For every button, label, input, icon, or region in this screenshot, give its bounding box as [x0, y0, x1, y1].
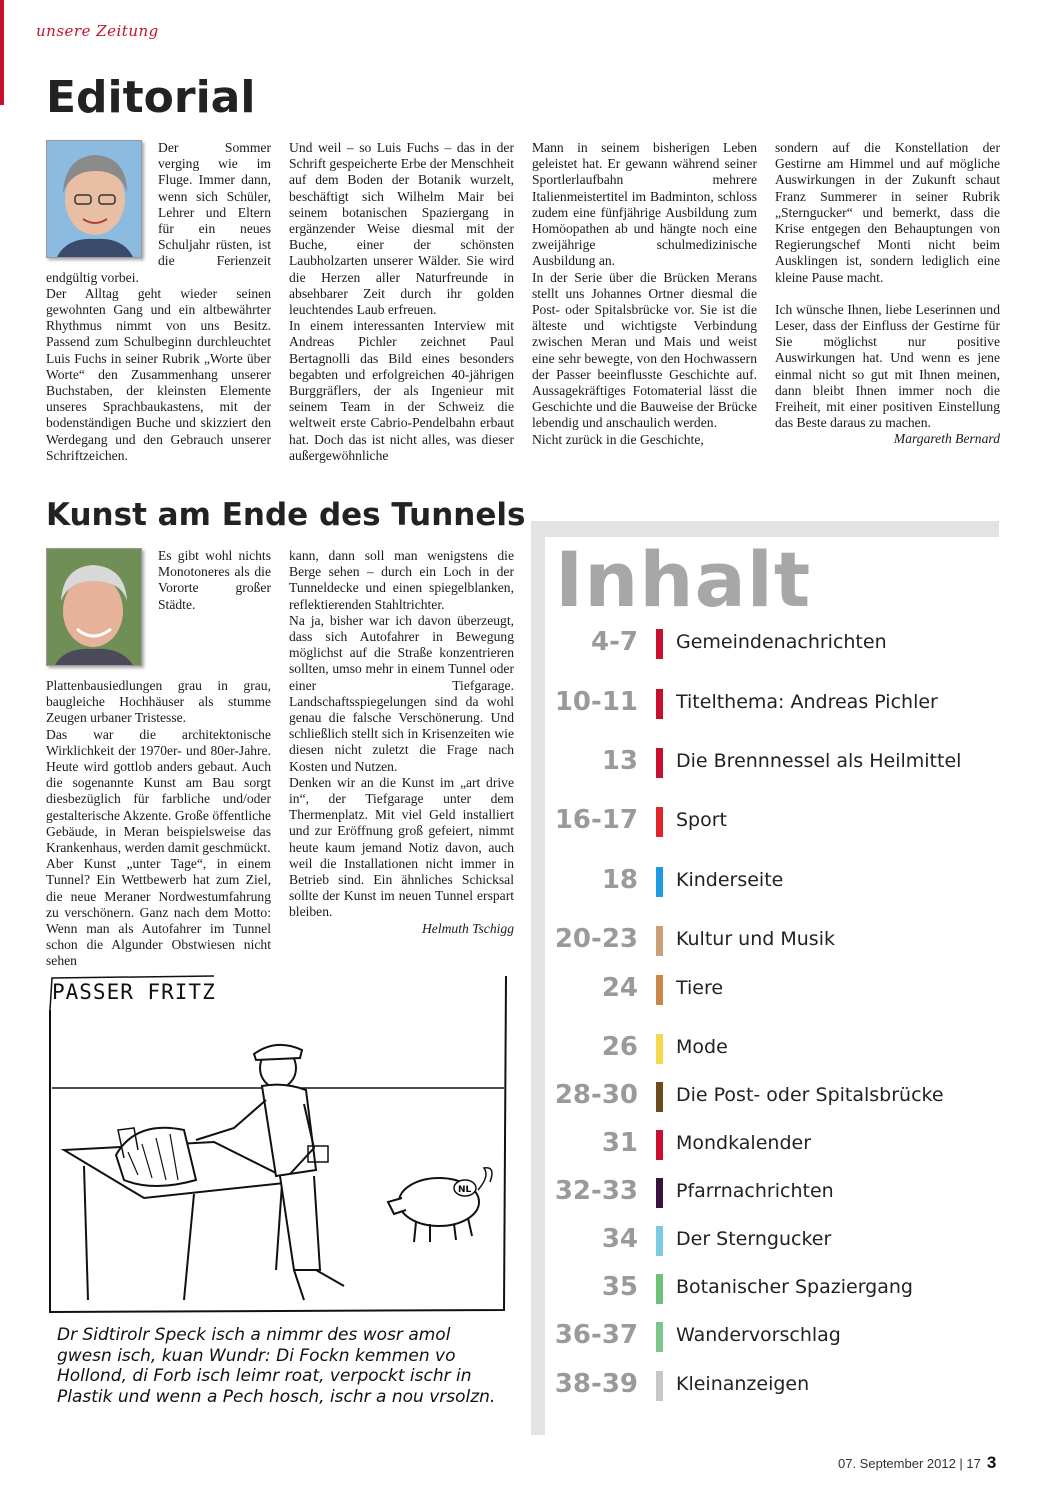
toc-color-marker — [656, 689, 663, 719]
toc-section-label: Botanischer Spaziergang — [676, 1276, 913, 1298]
editorial-column-1 — [46, 140, 271, 464]
toc-item[interactable] — [548, 1176, 1008, 1212]
toc-page-range: 34 — [601, 1224, 638, 1254]
toc-section-label: Pfarrnachrichten — [676, 1180, 834, 1202]
toc-section-label: Tiere — [676, 977, 724, 999]
toc-item[interactable] — [548, 627, 1008, 663]
kunst-text-1: Das war die architektonische Wirklichkeit der 1970er- und 80er-Jahre. Heute wird gottlob anders gebaut. Auch die sogenannte Kunst am Bau sorgt diesbezüglich für farbliche und/oder gestalterische Akzente. Große öffentliche Gebäude, in Meran beispielsweise das Krankenhaus, werden damit geschmückt. — [46, 726, 271, 856]
cartoon-drawing — [44, 970, 510, 1320]
toc-section-label: Kultur und Musik — [676, 928, 835, 950]
toc-color-marker — [656, 926, 663, 956]
toc-item[interactable] — [548, 687, 1008, 723]
kunst-text-5: Denken wir an die Kunst im „art drive in“, der Tiefgarage unter dem Thermenplatz. Mit viel Geld installiert und zur Eröffnung groß gefeiert, nimmt heute kaum jemand Notiz davon, auch weil die Installationen nicht immer in Betrieb sind. Ein ähnliches Schicksal sollte der Kunst im neuen Tunnel erspart bleiben. — [289, 774, 514, 920]
toc-item[interactable] — [548, 1272, 1008, 1308]
toc-item[interactable] — [548, 973, 1008, 1009]
editorial-text-4: Mann in seinem bisherigen Leben geleistet hat. Er gewann während seiner Sportlerlaufbahn mehrere Italienmeistertitel im Badminton, schloss zudem eine fünfjährige Ausbildung zum Homöopathen ab und hängte noch eine zweijährige schulmedizinische Ausbildung an. — [532, 140, 757, 269]
toc-frame-left — [531, 521, 545, 1435]
pig-tag-label: NL — [458, 1185, 472, 1195]
toc-item[interactable] — [548, 1080, 1008, 1116]
toc-page-range: 16-17 — [554, 805, 638, 835]
toc-color-marker — [656, 1274, 663, 1304]
page-footer — [838, 1453, 996, 1473]
kunst-text-2: Aber Kunst „unter Tage“, in einem Tunnel? Ein Wettbewerb hat zum Ziel, die neue Meraner Nordwestumfahrung zu verschönern. Ganz nach dem Motto: Wenn man als Autofahrer im Tunnel schon die Algunder Obstwiesen nicht sehen — [46, 856, 271, 969]
editorial-text-7: sondern auf die Konstellation der Gestirne am Himmel und auf mögliche Auswirkungen in der Zukunft schaut Franz Summerer in seiner Rubrik „Sterngucker“ und bemerkt, dass die Krise entgegen den Behauptungen von Regierungschef Monti nicht beim Ausklingen ist, sondern lediglich eine kleine Pause macht. — [775, 140, 1000, 285]
toc-page-range: 32-33 — [554, 1176, 638, 1206]
toc-item[interactable] — [548, 805, 1008, 841]
kunst-text-3: kann, dann soll man wenigstens die Berge sehen – durch ein Loch in der Tunneldecke und einen spiegelblanken, reflektierenden Stahltrichter. — [289, 548, 514, 612]
cartoon-title: PASSER FRITZ — [52, 980, 216, 1004]
toc-item[interactable] — [548, 1032, 1008, 1068]
editorial-signature: Margareth Bernard — [893, 431, 1000, 447]
toc-color-marker — [656, 629, 663, 659]
toc-section-label: Wandervorschlag — [676, 1324, 841, 1346]
kunst-column-1 — [46, 548, 271, 970]
toc-section-label: Kleinanzeigen — [676, 1373, 810, 1395]
toc-item[interactable] — [548, 924, 1008, 960]
toc-page-range: 4-7 — [591, 627, 638, 657]
toc-page-range: 18 — [601, 865, 638, 895]
editorial-text-8: Ich wünsche Ihnen, liebe Leserinnen und Leser, dass der Einfluss der Gestirne für Sie möglichst nur positive Auswirkungen hat. Und wenn es jene einmal nicht so gut mit Ihnen meinen, dann bleibt Ihnen immer noch die Freiheit, mit einer positiven Einstellung das Beste daraus zu machen. — [775, 301, 1000, 431]
toc-page-range: 20-23 — [554, 924, 638, 954]
toc-section-label: Der Sterngucker — [676, 1228, 832, 1250]
toc-section-label: Kinderseite — [676, 869, 784, 891]
red-edge-bar — [0, 0, 4, 105]
editorial-column-2 — [289, 140, 514, 464]
editorial-text-5: In der Serie über die Brücken Merans stellt uns Johannes Ortner diesmal die Post- oder Spitalsbrücke vor. Sie ist die älteste und wichtigste Verbindung zwischen Meran und Mais und weist eine sehr bewegte, von den Hochwassern der Passer beeinflusste Geschichte auf. Aussagekräftiges Fotomaterial lässt die Geschichte und die Bauweise der Brücke lebendig und anschaulich werden. — [532, 269, 757, 431]
editorial-column-3 — [532, 140, 757, 448]
toc-item[interactable] — [548, 746, 1008, 782]
toc-color-marker — [656, 1322, 663, 1352]
editorial-text-3: In einem interessanten Interview mit Andreas Pichler zeichnet Paul Bertagnolli das Bild eines besonders begabten und erfolgreichen 40-jährigen Burggräflers, der als Ingenieur mit seinem Team in der Schweiz die weltweit erste Cabrio-Pendelbahn erbaut hat. Doch das ist nicht alles, was dieser außergewöhnliche — [289, 318, 514, 463]
kunst-column-2 — [289, 548, 514, 937]
kunst-text-4: Na ja, bisher war ich davon überzeugt, dass sich Autofahrer in Bewegung möglichst auf die Straße konzentrieren sollten, umso mehr in einem Tunnel oder einer Tiefgarage. Landschaftsspiegelungen sind da wohl genau die falsche Verschönerung. Und schließlich stellt sich in Krisenzeiten wie diesen nicht zuletzt die Frage nach Kosten und Nutzen. — [289, 612, 514, 774]
footer-date: 07. September 2012 | 17 — [838, 1456, 981, 1471]
toc-color-marker — [656, 975, 663, 1005]
toc-section-label: Mondkalender — [676, 1132, 812, 1154]
cartoon-caption: Dr Sidtirolr Speck isch a nimmr des wosr amol gwesn isch, kuan Wundr: Di Fockn kemmen vo Hollond, di Forb isch leimr roat, verpockt ischr in Plastik und wenn a Pech hosch, ischr a nou vrsolzn. — [57, 1325, 496, 1407]
editorial-title: Editorial — [46, 72, 256, 123]
toc-page-range: 36-37 — [554, 1320, 638, 1350]
toc-section-label: Sport — [676, 809, 728, 831]
toc-item[interactable] — [548, 1320, 1008, 1356]
toc-color-marker — [656, 748, 663, 778]
toc-page-range: 28-30 — [554, 1080, 638, 1110]
toc-color-marker — [656, 1226, 663, 1256]
toc-color-marker — [656, 807, 663, 837]
kunst-title: Kunst am Ende des Tunnels — [46, 497, 526, 533]
toc-section-label: Die Post- oder Spitalsbrücke — [676, 1084, 944, 1106]
toc-page-range: 10-11 — [554, 687, 638, 717]
toc-section-label: Titelthema: Andreas Pichler — [676, 691, 938, 713]
toc-item[interactable] — [548, 1369, 1008, 1405]
editorial-column-4 — [775, 140, 1000, 448]
toc-page-range: 31 — [601, 1128, 638, 1158]
author-photo-helmuth — [46, 548, 142, 666]
toc-section-label: Mode — [676, 1036, 728, 1058]
toc-section-label: Die Brennnessel als Heilmittel — [676, 750, 962, 772]
toc-color-marker — [656, 867, 663, 897]
author-photo-margareth — [46, 140, 142, 258]
toc-page-range: 38-39 — [554, 1369, 638, 1399]
kunst-intro-text: Es gibt wohl nichts Monotoneres als die Vororte großer Städte. Plattenbausiedlungen grau in grau, baugleiche Hochhäuser als stumme Zeugen urbaner Tristesse. — [46, 548, 271, 726]
toc-page-range: 24 — [601, 973, 638, 1003]
toc-title: Inhalt — [555, 535, 812, 624]
toc-page-range: 35 — [601, 1272, 638, 1302]
magazine-logo: unsere Zeitung — [36, 22, 159, 40]
toc-color-marker — [656, 1034, 663, 1064]
kunst-signature: Helmuth Tschigg — [421, 920, 514, 936]
page-number: 3 — [986, 1453, 997, 1472]
editorial-text-6: Nicht zurück in die Geschichte, — [532, 431, 704, 447]
toc-item[interactable] — [548, 1128, 1008, 1164]
toc-page-range: 26 — [601, 1032, 638, 1062]
editorial-text-1: Der Alltag geht wieder seinen gewohnten Gang und ein altbewährter Rhythmus nimmt von uns Besitz. Passend zum Schulbeginn durchleuchtet Luis Fuchs in seiner Rubrik „Worte über Worte“ den Zusammenhang unserer Buchstaben, der kleinsten Elemente unseres Sprachbaukastens, mit der bodenständigen Buche und skizziert den Werdegang und den Gebrauch unserer Schriftzeichen. — [46, 285, 271, 463]
editorial-intro-text: Der Sommer verging wie im Fluge. Immer dann, wenn sich Schüler, Lehrer und Eltern für ein neues Schuljahr rüsten, ist die Ferienzeit endgültig vorbei. — [46, 140, 271, 285]
toc-section-label: Gemeindenachrichten — [676, 631, 887, 653]
toc-color-marker — [656, 1082, 663, 1112]
toc-page-range: 13 — [601, 746, 638, 776]
toc-color-marker — [656, 1371, 663, 1401]
toc-item[interactable] — [548, 1224, 1008, 1260]
toc-color-marker — [656, 1130, 663, 1160]
toc-color-marker — [656, 1178, 663, 1208]
toc-item[interactable] — [548, 865, 1008, 901]
editorial-text-2: Und weil – so Luis Fuchs – das in der Schrift gespeicherte Erbe der Menschheit auf dem Boden der Botanik wurzelt, beschäftigt sich Wilhelm Mair bei seinem botanischen Spaziergang in ergänzender Weise diesmal mit der Buche, einer der schönsten Laubholzarten unserer Wälder. Sie wird die Herzen aller Naturfreunde in absehbarer Zeit durch ihr golden leuchtendes Laub erfreuen. — [289, 140, 514, 318]
